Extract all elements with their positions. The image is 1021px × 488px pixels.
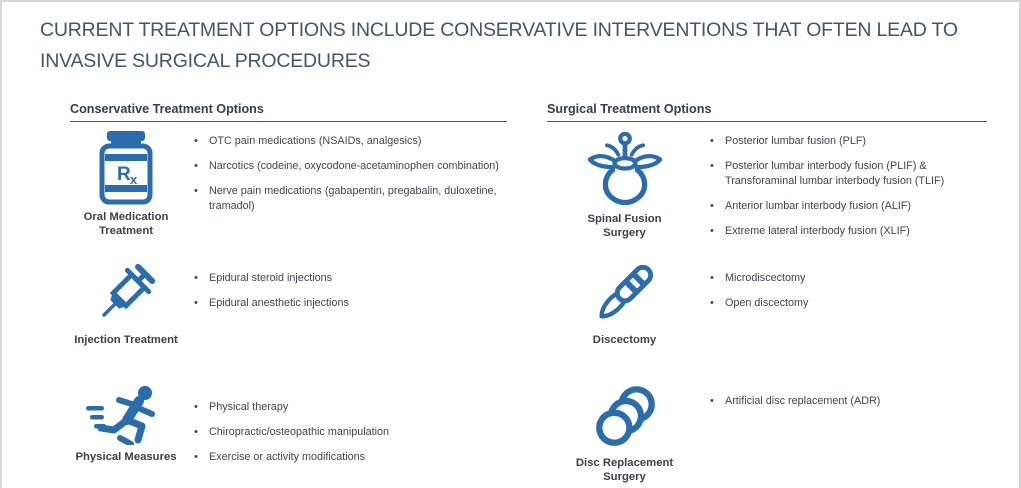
page-title-line-2: INVASIVE SURGICAL PROCEDURES — [40, 50, 371, 72]
bullet-item: • Epidural steroid injections — [192, 271, 507, 286]
treatment-label: Oral Medication Treatment — [83, 211, 169, 237]
bullet-item: • Nerve pain medications (gabapentin, pregabalin, duloxetine, tramadol) — [192, 184, 507, 214]
bullet-item: • Posterior lumbar interbody fusion (PLIF) & Transforaminal lumbar interbody fusion (TLIF) — [708, 159, 987, 189]
bullet-item: • Anterior lumbar interbody fusion (ALIF) — [708, 199, 987, 214]
discectomy-bullets — [702, 258, 987, 321]
surgical-column — [547, 102, 987, 488]
treatment-label: Injection Treatment — [74, 334, 178, 346]
injection-bullets — [182, 258, 507, 321]
rx-letter-x: x — [130, 172, 138, 187]
runner-icon — [86, 385, 166, 445]
vertebra-icon — [586, 131, 664, 207]
physical-measures-row — [70, 385, 507, 488]
injection-row — [70, 258, 507, 385]
bullet-item: • Microdiscectomy — [708, 271, 987, 286]
treatment-label: Spinal Fusion Surgery — [587, 213, 662, 239]
conservative-column-header: Conservative Treatment Options — [70, 102, 507, 122]
disc-replacement-bullets — [702, 385, 987, 419]
oral-medication-bullets — [182, 131, 507, 224]
surgical-column-header: Surgical Treatment Options — [547, 102, 987, 122]
disc-stack-icon — [592, 385, 658, 451]
disc-replacement-icon-block — [547, 385, 702, 484]
page-title-line-1: CURRENT TREATMENT OPTIONS INCLUDE CONSERVATIVE INTERVENTIONS THAT OFTEN LEAD TO — [40, 19, 958, 41]
pill-bottle-icon — [99, 131, 153, 205]
discectomy-row — [547, 258, 987, 385]
bullet-item: • Narcotics (codeine, oxycodone-acetaminophen combination) — [192, 159, 507, 174]
page-title — [40, 15, 1009, 77]
bullet-item: • OTC pain medications (NSAIDs, analgesics) — [192, 134, 507, 149]
spinal-fusion-bullets — [702, 131, 987, 249]
bullet-item: • Exercise or activity modifications — [192, 450, 507, 465]
oral-medication-icon-block — [70, 131, 182, 238]
bullet-item: • Physical therapy — [192, 400, 507, 415]
disc-replacement-row — [547, 385, 987, 488]
bullet-item: • Extreme lateral interbody fusion (XLIF) — [708, 224, 987, 239]
syringe-icon — [91, 258, 161, 328]
bullet-item: • Epidural anesthetic injections — [192, 296, 507, 311]
content-columns — [70, 102, 1019, 488]
conservative-column — [70, 102, 507, 488]
injection-icon-block — [70, 258, 182, 347]
physical-measures-icon-block — [70, 385, 182, 464]
treatment-label: Discectomy — [592, 334, 657, 346]
bullet-item: • Artificial disc replacement (ADR) — [708, 394, 987, 409]
bullet-item: • Open discectomy — [708, 296, 987, 311]
spinal-fusion-row — [547, 131, 987, 258]
physical-measures-bullets — [182, 385, 507, 475]
bullet-item: • Chiropractic/osteopathic manipulation — [192, 425, 507, 440]
treatment-label: Physical Measures — [75, 451, 177, 463]
discectomy-icon-block — [547, 258, 702, 347]
oral-medication-row — [70, 131, 507, 258]
bullet-item: • Posterior lumbar fusion (PLF) — [708, 134, 987, 149]
treatment-label: Disc Replacement Surgery — [575, 457, 674, 483]
rx-letter-r: R — [117, 164, 131, 185]
spinal-fusion-icon-block — [547, 131, 702, 240]
scalpel-icon — [590, 258, 660, 328]
